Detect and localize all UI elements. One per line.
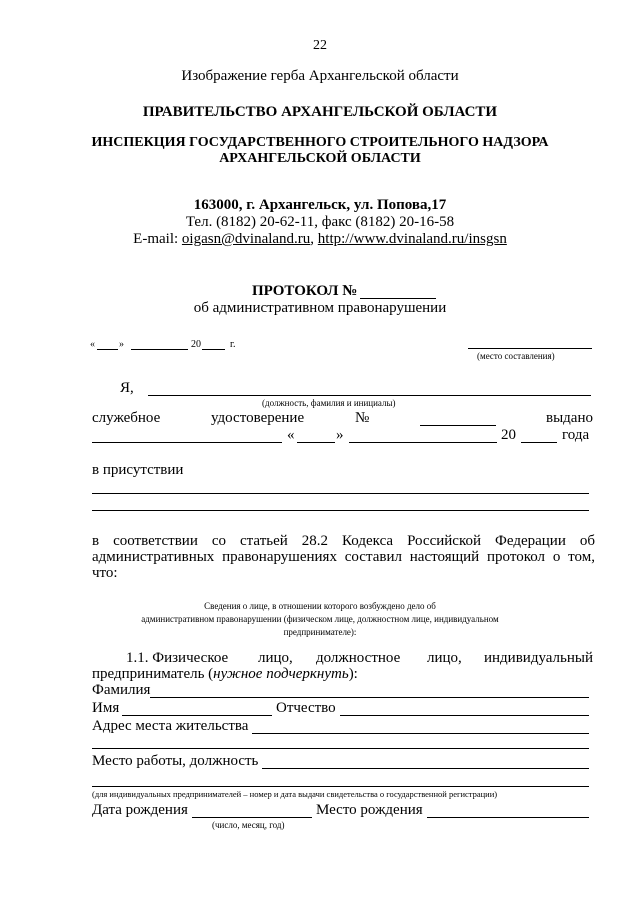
- surname-field[interactable]: [150, 697, 589, 698]
- emblem-caption: Изображение герба Архангельской области: [181, 68, 459, 84]
- issue-month-field[interactable]: [349, 442, 497, 443]
- birth-date-field[interactable]: [192, 817, 312, 818]
- birth-date-label: Дата рождения: [92, 802, 188, 818]
- inspection-title-line2: АРХАНГЕЛЬСКОЙ ОБЛАСТИ: [219, 151, 421, 166]
- section-1-1-suffix: ):: [348, 666, 358, 682]
- issue-year-field[interactable]: [521, 442, 557, 443]
- date-day-field[interactable]: [97, 349, 118, 350]
- contacts-line: [0, 231, 640, 248]
- section-1-1-word-4: лицо,: [427, 650, 462, 666]
- inspector-position-field[interactable]: [148, 395, 591, 396]
- phone-fax: Тел. (8182) 20-62-11, факс (8182) 20-16-58: [185, 214, 455, 230]
- issue-open-quote: «: [287, 427, 295, 443]
- birth-date-caption: (число, месяц, год): [212, 820, 285, 830]
- section-1-1-word-5: индивидуальный: [484, 650, 594, 666]
- section-1-1-line-2: [92, 666, 358, 683]
- website-link[interactable]: http://www.dvinaland.ru/insgsn: [317, 231, 507, 247]
- certificate-number-field[interactable]: [420, 425, 496, 426]
- section-1-1-prefix: предприниматель (: [92, 666, 214, 682]
- issued-label: выдано: [546, 410, 593, 426]
- issue-year-prefix: 20: [501, 427, 516, 443]
- separator: ,: [310, 231, 315, 247]
- issue-day-field[interactable]: [297, 442, 335, 443]
- patronymic-field[interactable]: [340, 715, 589, 716]
- person-info-caption-3: предпринимателе):: [283, 627, 357, 637]
- paragraph-line-1: в соответствии со статьей 28.2 Кодекса Российской Федерации об: [92, 533, 595, 549]
- person-info-caption-2: административном правонарушении (физическом лице, должностном лице, индивидуальном: [141, 614, 499, 624]
- workplace-label: Место работы, должность: [92, 753, 259, 769]
- email-label: E-mail:: [133, 231, 182, 247]
- certificate-label: служебное: [92, 410, 161, 426]
- certificate-label-2: удостоверение: [211, 410, 305, 426]
- place-caption: (место составления): [477, 351, 555, 361]
- i-label: Я,: [120, 380, 134, 396]
- date-year-field[interactable]: [202, 349, 225, 350]
- date-year-prefix: 20: [191, 339, 201, 350]
- protocol-number-field[interactable]: [360, 298, 436, 299]
- presence-field-1[interactable]: [92, 493, 589, 494]
- underline-hint: нужное подчеркнуть: [213, 666, 349, 682]
- person-info-caption-1: Сведения о лице, в отношении которого возбуждено дело об: [204, 601, 436, 611]
- date-month-field[interactable]: [131, 349, 188, 350]
- surname-label: Фамилия: [92, 682, 151, 698]
- entrepreneur-caption: (для индивидуальных предпринимателей – номер и дата выдачи свидетельства о государственной регистрации): [92, 789, 498, 799]
- residence-field-2[interactable]: [92, 748, 589, 749]
- name-label: Имя: [92, 700, 120, 716]
- inspection-title-line1: ИНСПЕКЦИЯ ГОСУДАРСТВЕННОГО СТРОИТЕЛЬНОГО НАДЗОРА: [91, 135, 549, 150]
- protocol-subtitle: об административном правонарушении: [193, 300, 447, 316]
- page-number: 22: [313, 38, 327, 53]
- birth-place-field[interactable]: [427, 817, 589, 818]
- email-link[interactable]: oigasn@dvinaland.ru: [181, 231, 311, 247]
- residence-field[interactable]: [252, 733, 589, 734]
- workplace-field-2[interactable]: [92, 786, 589, 787]
- birth-place-label: Место рождения: [316, 802, 423, 818]
- paragraph-line-3: что:: [92, 565, 118, 581]
- address: 163000, г. Архангельск, ул. Попова,17: [193, 197, 447, 213]
- issuer-field[interactable]: [92, 442, 282, 443]
- paragraph-line-2: административных правонарушениях составил настоящий протокол о том,: [92, 549, 595, 565]
- date-year-suffix: г.: [230, 339, 236, 350]
- government-title: ПРАВИТЕЛЬСТВО АРХАНГЕЛЬСКОЙ ОБЛАСТИ: [142, 104, 498, 120]
- section-1-1-word-2: лицо,: [258, 650, 293, 666]
- place-field[interactable]: [468, 348, 592, 349]
- residence-label: Адрес места жительства: [92, 718, 249, 734]
- protocol-title: ПРОТОКОЛ №: [252, 283, 358, 299]
- date-open-quote: «: [90, 339, 95, 350]
- date-close-quote: »: [119, 339, 124, 350]
- presence-field-2[interactable]: [92, 510, 589, 511]
- year-word: года: [562, 427, 590, 443]
- name-field[interactable]: [122, 715, 272, 716]
- workplace-field[interactable]: [262, 768, 589, 769]
- issue-close-quote: »: [336, 427, 344, 443]
- position-caption: (должность, фамилия и инициалы): [262, 398, 396, 408]
- number-sign: №: [355, 410, 370, 426]
- section-1-1-word-1: 1.1. Физическое: [126, 650, 229, 666]
- presence-label: в присутствии: [92, 462, 184, 478]
- patronymic-label: Отчество: [276, 700, 336, 716]
- section-1-1-word-3: должностное: [316, 650, 401, 666]
